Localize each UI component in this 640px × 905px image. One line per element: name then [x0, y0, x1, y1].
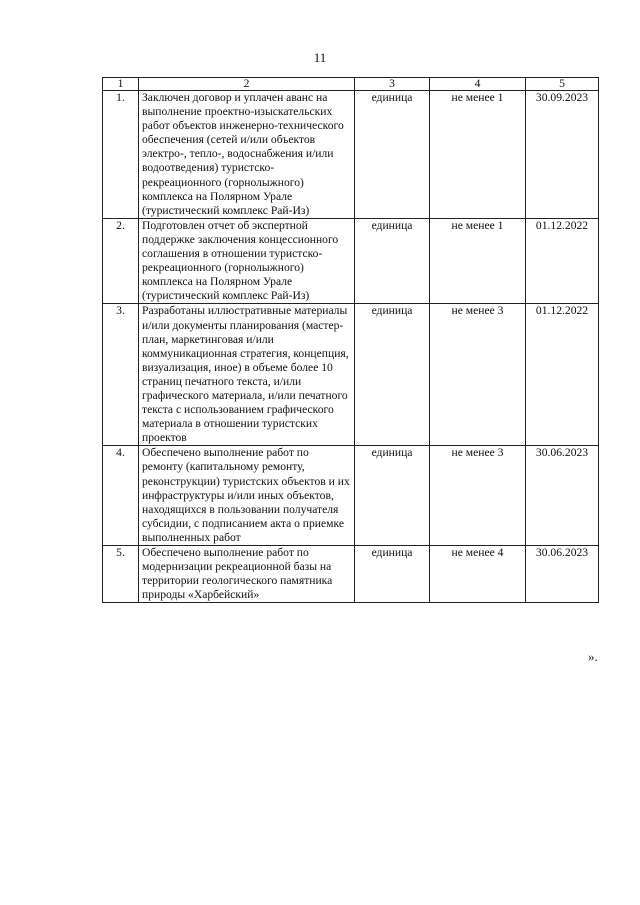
table-row — [103, 546, 599, 603]
row-unit: единица — [355, 91, 430, 219]
row-unit: единица — [355, 546, 430, 603]
row-description: Разработаны иллюстративные материалы и/или документы планирования (мастер-план, маркетинговая и/или коммуникационная стратегия, концепция, визуализация, иное) в объеме более 10 страниц печатного текста, и/или графического материала, и/или печатного текста с использованием графического материала в отношении туристских проектов — [139, 304, 355, 446]
row-amount: не менее 1 — [430, 91, 526, 219]
column-header-2: 2 — [139, 78, 355, 91]
row-number: 4. — [103, 446, 139, 546]
row-unit: единица — [355, 218, 430, 304]
table-row — [103, 218, 599, 304]
row-date: 01.12.2022 — [526, 304, 599, 446]
column-header-1: 1 — [103, 78, 139, 91]
row-description: Обеспечено выполнение работ по ремонту (капитальному ремонту, реконструкции) туристских объектов и их инфраструктуры и/или иных объектов, находящихся в пользовании получателя субсидии, с подписанием акта о приемке выполненных работ — [139, 446, 355, 546]
row-amount: не менее 1 — [430, 218, 526, 304]
table-row — [103, 91, 599, 219]
row-amount: не менее 4 — [430, 546, 526, 603]
table-header-row — [103, 78, 599, 91]
row-description: Обеспечено выполнение работ по модернизации рекреационной базы на территории геологического памятника природы «Харбейский» — [139, 546, 355, 603]
row-description: Заключен договор и уплачен аванс на выполнение проектно-изыскательских работ объектов инженерно-технического обеспечения (сетей и/или объектов электро-, тепло-, водоснабжения и/или водоотведения) туристско-рекреационного (горнолыжного) комплекса на Полярном Урале (туристический комплекс Рай-Из) — [139, 91, 355, 219]
page-number: 11 — [313, 50, 327, 65]
row-description: Подготовлен отчет об экспертной поддержке заключения концессионного соглашения в отношении туристско-рекреационного (горнолыжного) комплекса на Полярном Урале (туристический комплекс Рай-Из) — [139, 218, 355, 304]
row-date: 01.12.2022 — [526, 218, 599, 304]
row-amount: не менее 3 — [430, 446, 526, 546]
column-header-3: 3 — [355, 78, 430, 91]
closing-quote-mark: ». — [588, 649, 598, 664]
row-unit: единица — [355, 446, 430, 546]
row-date: 30.06.2023 — [526, 546, 599, 603]
row-number: 1. — [103, 91, 139, 219]
row-number: 3. — [103, 304, 139, 446]
row-date: 30.09.2023 — [526, 91, 599, 219]
table-row — [103, 304, 599, 446]
column-header-4: 4 — [430, 78, 526, 91]
table-row — [103, 446, 599, 546]
row-amount: не менее 3 — [430, 304, 526, 446]
column-header-5: 5 — [526, 78, 599, 91]
row-unit: единица — [355, 304, 430, 446]
results-table — [102, 77, 599, 603]
row-number: 5. — [103, 546, 139, 603]
row-number: 2. — [103, 218, 139, 304]
row-date: 30.06.2023 — [526, 446, 599, 546]
